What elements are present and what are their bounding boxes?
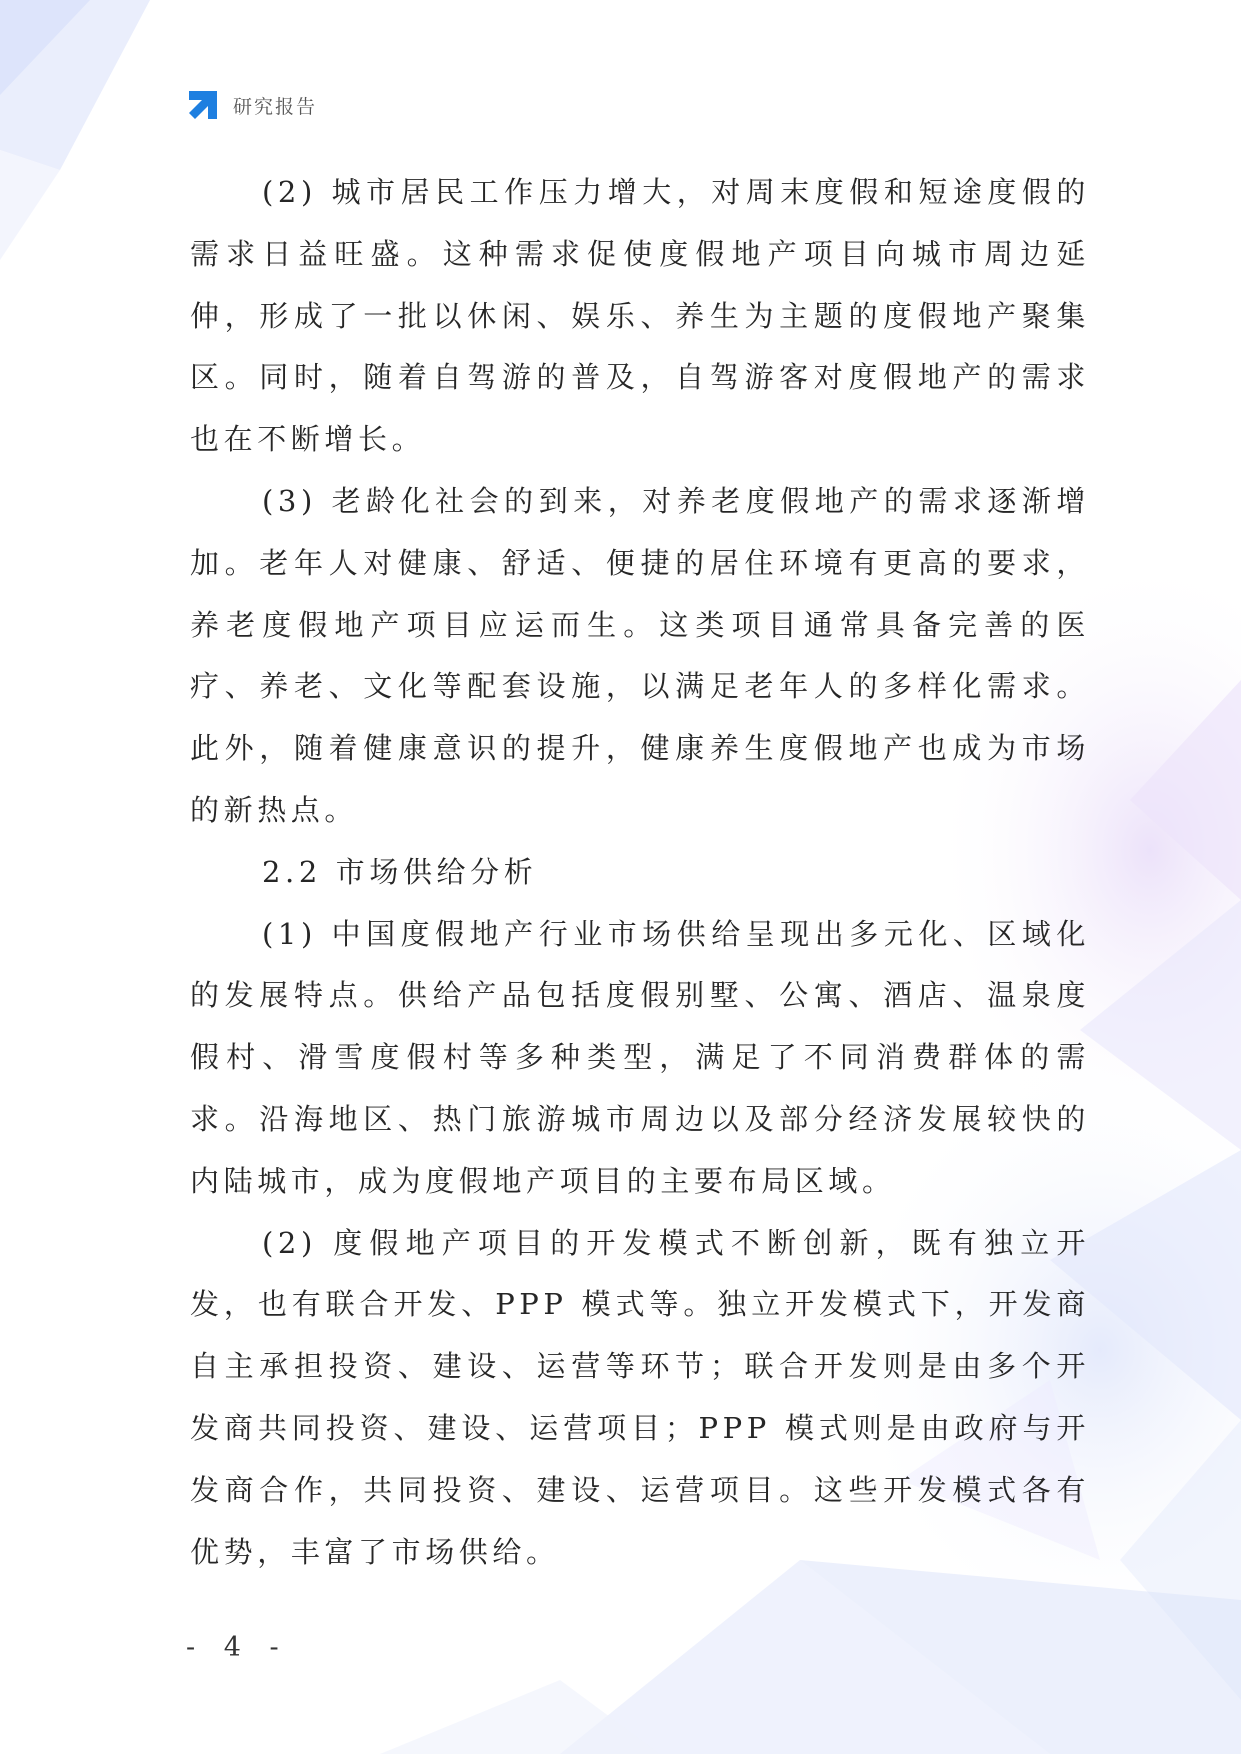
- paragraph-supply-diversity: (1) 中国度假地产行业市场供给呈现出多元化、区域化的发展特点。供给产品包括度假别墅、公寓、酒店、温泉度假村、滑雪度假村等多种类型，满足了不同消费群体的需求。沿海地区、热门旅游城市周边以及部分经济发展较快的内陆城市，成为度假地产项目的主要布局区域。: [190, 916, 1090, 1198]
- report-header: [186, 88, 317, 122]
- section-heading: 2.2 市场供给分析: [262, 854, 538, 889]
- paragraph-aging-demand: (3) 老龄化社会的到来，对养老度假地产的需求逐渐增加。老年人对健康、舒适、便捷的居住环境有更高的要求，养老度假地产项目应运而生。这类项目通常具备完善的医疗、养老、文化等配套设施，以满足老年人的多样化需求。此外，随着健康意识的提升，健康养生度假地产也成为市场的新热点。: [190, 483, 1090, 827]
- header-title: 研究报告: [233, 95, 318, 118]
- document-body: [190, 162, 1090, 1583]
- arrow-logo-icon: [186, 88, 220, 122]
- paragraph-development-models: (2) 度假地产项目的开发模式不断创新，既有独立开发，也有联合开发、PPP 模式等。独立开发模式下，开发商自主承担投资、建设、运营等环节；联合开发则是由多个开发商共同投资、建设、运营项目；PPP 模式则是由政府与开发商合作，共同投资、建设、运营项目。这些开发模式各有优势，丰富了市场供给。: [190, 1225, 1090, 1569]
- page-number: - 4 -: [186, 1632, 289, 1663]
- paragraph-urban-demand: (2) 城市居民工作压力增大，对周末度假和短途度假的需求日益旺盛。这种需求促使度假地产项目向城市周边延伸，形成了一批以休闲、娱乐、养生为主题的度假地产聚集区。同时，随着自驾游的普及，自驾游客对度假地产的需求也在不断增长。: [190, 175, 1090, 457]
